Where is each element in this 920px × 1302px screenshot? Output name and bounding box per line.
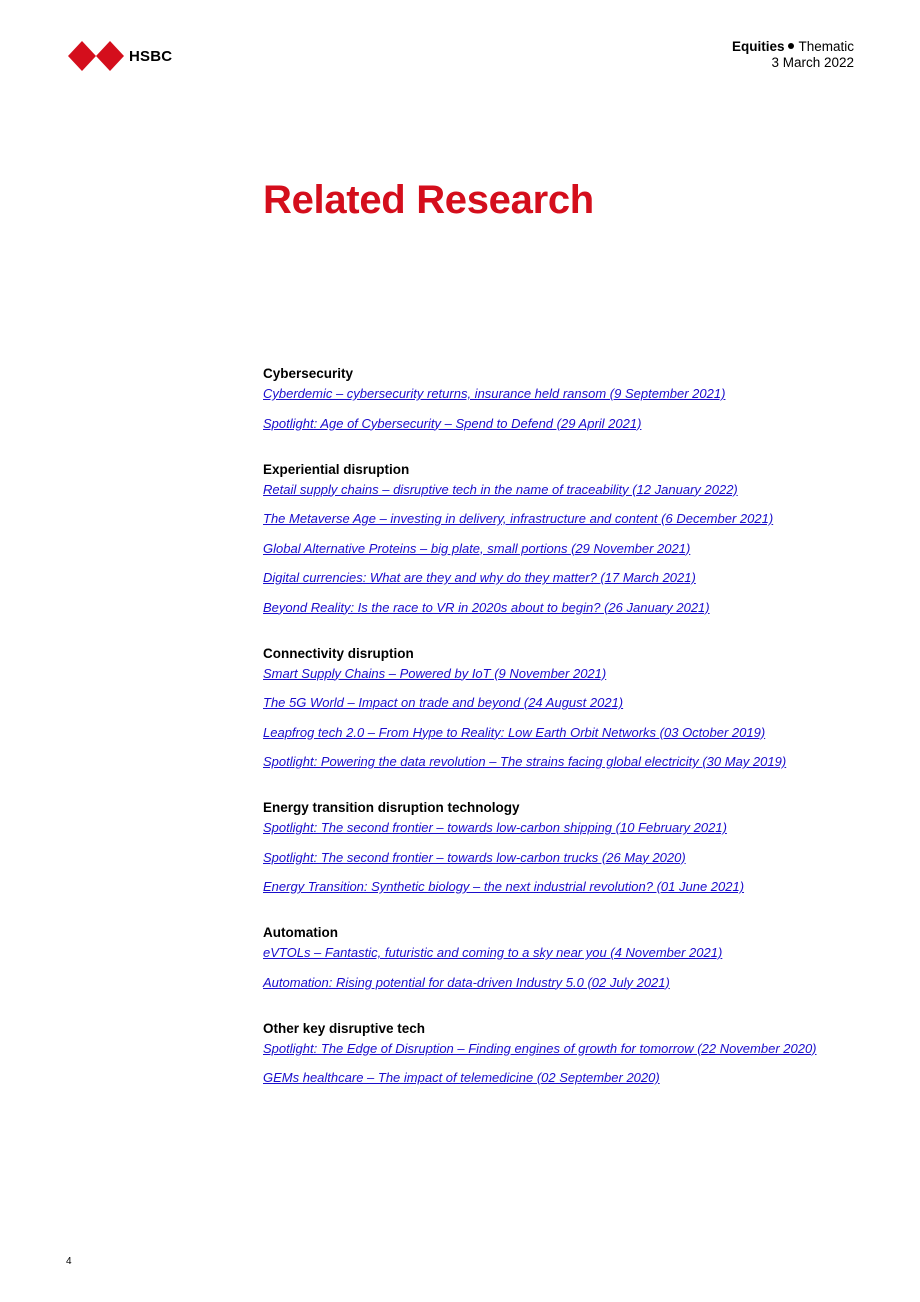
document-header: [732, 39, 854, 71]
hsbc-hexagon-icon: [68, 41, 124, 71]
research-link[interactable]: Cyberdemic – cybersecurity returns, insurance held ransom (9 September 2021): [263, 386, 726, 401]
research-link[interactable]: The 5G World – Impact on trade and beyond (24 August 2021): [263, 695, 624, 710]
research-section: [263, 462, 863, 616]
research-link[interactable]: Spotlight: The second frontier – towards low-carbon shipping (10 February 2021): [263, 820, 727, 835]
document-date: 3 March 2022: [771, 55, 854, 70]
research-link[interactable]: GEMs healthcare – The impact of telemedicine (02 September 2020): [263, 1070, 660, 1085]
section-title: Cybersecurity: [263, 366, 354, 381]
section-title: Experiential disruption: [263, 461, 410, 477]
research-section: [263, 366, 863, 432]
research-link[interactable]: Energy Transition: Synthetic biology – the next industrial revolution? (01 June 2021): [263, 879, 745, 894]
section-title: Automation: [263, 925, 338, 940]
research-section: [263, 646, 863, 771]
category-label: Equities: [731, 39, 785, 54]
research-link[interactable]: Digital currencies: What are they and why do they matter? (17 March 2021): [263, 570, 696, 585]
subcategory-label: Thematic: [798, 39, 854, 54]
research-link[interactable]: Global Alternative Proteins – big plate, small portions (29 November 2021): [263, 540, 691, 556]
page-number: 4: [66, 1256, 72, 1267]
bullet-dot-icon: [788, 43, 794, 49]
research-link[interactable]: Spotlight: The second frontier – towards low-carbon trucks (26 May 2020): [263, 849, 686, 865]
research-link[interactable]: Spotlight: Powering the data revolution – The strains facing global electricity (30 May 2019): [263, 754, 787, 769]
category-line: [732, 39, 854, 55]
section-title: Connectivity disruption: [263, 645, 414, 661]
research-link[interactable]: The Metaverse Age – investing in delivery, infrastructure and content (6 December 2021): [263, 511, 774, 526]
research-link[interactable]: Retail supply chains – disruptive tech in the name of traceability (12 January 2022): [263, 481, 738, 497]
research-link[interactable]: Spotlight: Age of Cybersecurity – Spend to Defend (29 April 2021): [263, 415, 642, 431]
research-section: [263, 1021, 863, 1087]
hsbc-logo: [68, 41, 172, 71]
research-link[interactable]: eVTOLs – Fantastic, futuristic and coming to a sky near you (4 November 2021): [263, 945, 723, 960]
research-section: [263, 925, 863, 991]
research-link[interactable]: Smart Supply Chains – Powered by IoT (9 November 2021): [263, 665, 607, 681]
research-section: [263, 800, 863, 895]
research-link[interactable]: Beyond Reality: Is the race to VR in 2020s about to begin? (26 January 2021): [263, 599, 710, 615]
logo-text: HSBC: [129, 47, 173, 65]
research-link[interactable]: Leapfrog tech 2.0 – From Hype to Reality: Low Earth Orbit Networks (03 October 2019): [263, 724, 766, 740]
page-title: Related Research: [263, 178, 594, 222]
section-title: Energy transition disruption technology: [263, 800, 520, 815]
section-title: Other key disruptive tech: [263, 1020, 426, 1036]
research-sections: [263, 366, 863, 1116]
research-link[interactable]: Spotlight: The Edge of Disruption – Finding engines of growth for tomorrow (22 November 2020): [263, 1040, 817, 1056]
research-link[interactable]: Automation: Rising potential for data-driven Industry 5.0 (02 July 2021): [263, 974, 670, 990]
